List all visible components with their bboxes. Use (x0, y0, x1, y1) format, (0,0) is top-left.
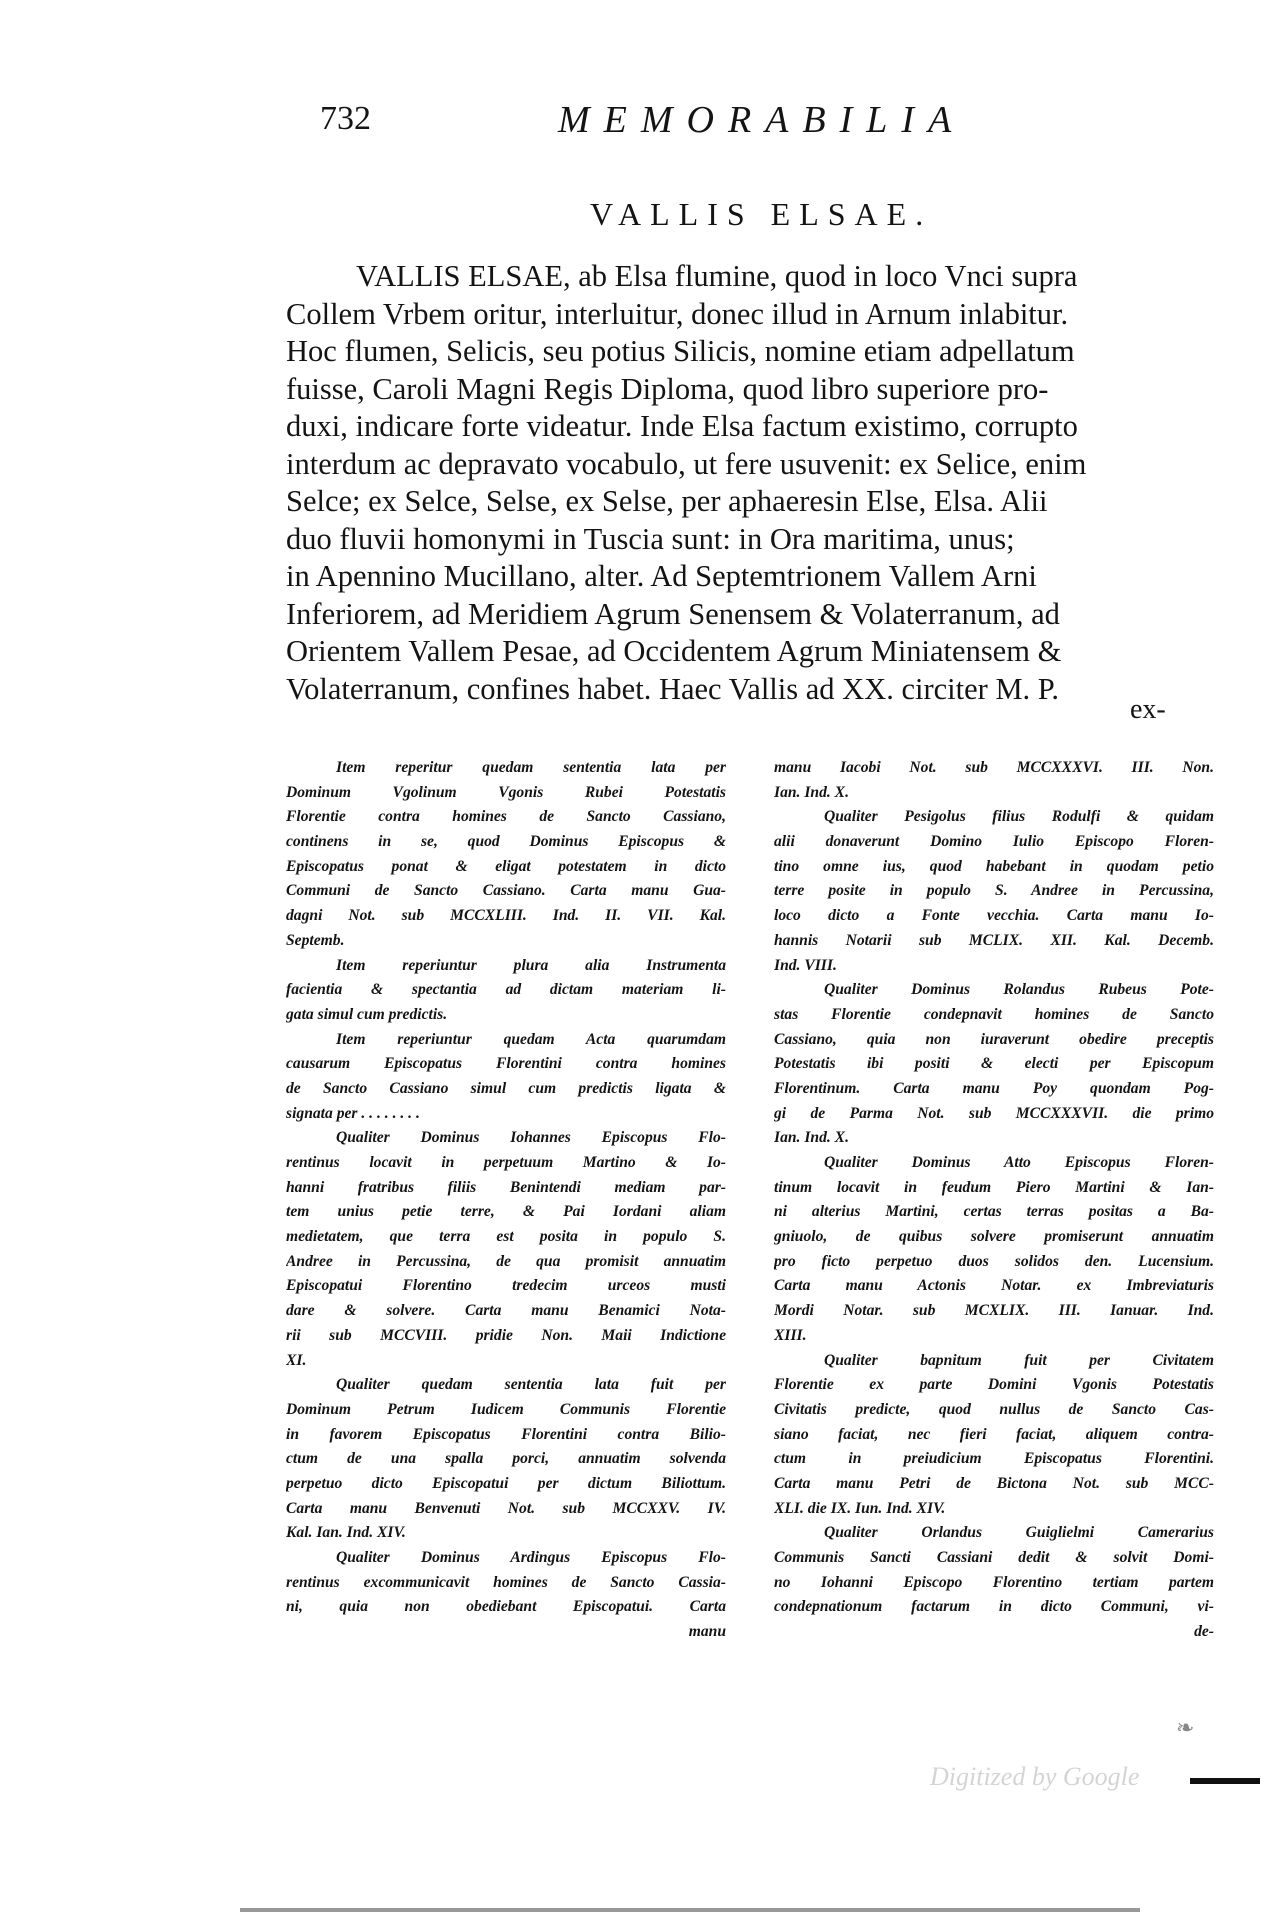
main-line: in Apennino Mucillano, alter. Ad Septemtrionem Vallem Arni (286, 559, 1037, 593)
bottom-rule (1190, 1778, 1260, 1784)
note-line: Cassiano, quia non iuraverunt obedire preceptis (774, 1030, 1214, 1048)
note-line: dagni Not. sub MCCXLIII. Ind. II. VII. Kal. (286, 907, 726, 925)
main-line: VALLIS ELSAE, ab Elsa flumine, quod in loco Vnci supra (356, 259, 1078, 293)
note-line: tinum locavit in feudum Piero Martini & Ian- (774, 1178, 1214, 1196)
note-line: de Sancto Cassiano simul cum predictis ligata & (286, 1079, 726, 1097)
main-line: Volaterranum, confines habet. Haec Vallis ad XX. circiter M. P. (286, 671, 1060, 706)
note-line: XI. (286, 1351, 307, 1369)
note-line: alii donaverunt Domino Iulio Episcopo Floren- (774, 833, 1214, 851)
note-line: Qualiter quedam sententia lata fuit per (336, 1376, 726, 1394)
note-line: medietatem, que terra est posita in populo S. (286, 1228, 726, 1246)
note-line: rentinus excommunicavit homines de Sancto Cassia- (286, 1573, 726, 1591)
note-line: Kal. Ian. Ind. XIV. (286, 1524, 406, 1542)
note-line: Dominum Petrum Iudicem Communis Florentie (286, 1400, 726, 1418)
main-line: fuisse, Caroli Magni Regis Diploma, quod libro superiore pro- (286, 371, 1049, 406)
note-line: facientia & spectantia ad dictam materiam li- (286, 981, 726, 999)
main-line: Orientem Vallem Pesae, ad Occidentem Agrum Miniatensem & (286, 634, 1062, 668)
bottom-rule-lower (240, 1908, 1140, 1912)
note-line: siano faciat, nec fieri faciat, aliquem contra- (774, 1425, 1214, 1443)
note-line: Carta manu Benvenuti Not. sub MCCXXV. IV. (286, 1499, 726, 1517)
note-line: rentinus locavit in perpetuum Martino & Io- (286, 1154, 726, 1171)
main-line: duxi, indicare forte videatur. Inde Elsa factum existimo, corrupto (286, 409, 1078, 443)
note-line: in favorem Episcopatus Florentini contra Bilio- (286, 1425, 726, 1443)
note-line: XLI. die IX. Iun. Ind. XIV. (774, 1499, 946, 1517)
main-line: Inferiorem, ad Meridiem Agrum Senensem & Volaterranum, ad (286, 596, 1060, 631)
note-line: Florentinum. Carta manu Poy quondam Pog- (774, 1079, 1214, 1097)
note-line: hanni fratribus filiis Benintendi mediam par- (286, 1178, 726, 1196)
note-line: tem unius petie terre, & Pai Iordani aliam (286, 1203, 726, 1221)
main-line: Collem Vrbem oritur, interluitur, donec illud in Arnum inlabitur. (286, 296, 1069, 331)
note-line: Qualiter Pesigolus filius Rodulfi & quidam (824, 808, 1214, 826)
note-line: ctum in preiudicium Episcopatus Florentini. (774, 1450, 1214, 1468)
notes-right-column (774, 756, 1214, 1645)
note-line: pro ficto perpetuo duos solidos den. Lucensium. (774, 1252, 1214, 1270)
note-line: Ian. Ind. X. (774, 1129, 849, 1147)
note-line: Ian. Ind. X. (774, 783, 849, 801)
note-line: Qualiter bapnitum fuit per Civitatem (824, 1351, 1214, 1369)
note-line: Florentie ex parte Domini Vgonis Potestatis (774, 1376, 1214, 1394)
note-line: Septemb. (286, 931, 345, 949)
note-line: ni alterius Martini, certas terras positas a Ba- (774, 1203, 1214, 1221)
note-line: Andree in Percussina, de qua promisit annuatim (286, 1252, 726, 1270)
note-line: ctum de una spalla porci, annuatim solvenda (286, 1450, 726, 1468)
note-line: Qualiter Orlandus Guiglielmi Camerarius (824, 1524, 1214, 1542)
note-line: XIII. (774, 1326, 807, 1344)
note-line: tino omne ius, quod habebant in quodam petio (774, 857, 1214, 875)
note-line: dare & solvere. Carta manu Benamici Nota- (286, 1302, 726, 1320)
note-line: Carta manu Petri de Bictona Not. sub MCC- (774, 1474, 1214, 1492)
catchword: ex- (1130, 694, 1166, 725)
digitized-watermark: Digitized by Google (930, 1762, 1140, 1791)
page-number: 732 (320, 100, 371, 137)
note-line: gata simul cum predictis. (286, 1005, 448, 1023)
ornament: ❧ (1176, 1716, 1195, 1741)
note-line: Potestatis ibi positi & electi per Episcopum (774, 1055, 1214, 1073)
note-line: Qualiter Dominus Ardingus Episcopus Flo- (336, 1549, 726, 1566)
note-line: Episcopatus ponat & eligat potestatem in dicto (286, 857, 726, 875)
note-line: Florentie contra homines de Sancto Cassiano, (286, 808, 726, 826)
section-title: VALLIS ELSAE. (590, 196, 933, 232)
note-line: Item reperitur quedam sententia lata per (336, 759, 726, 776)
note-line: terre posite in populo S. Andree in Percussina, (774, 882, 1214, 900)
note-line: ni, quia non obediebant Episcopatui. Carta (286, 1598, 726, 1616)
note-line: Qualiter Dominus Iohannes Episcopus Flo- (336, 1129, 726, 1147)
main-line: duo fluvii homonymi in Tuscia sunt: in Ora maritima, unus; (286, 521, 1015, 556)
note-line: manu (688, 1623, 726, 1641)
note-line: Ind. VIII. (774, 956, 837, 974)
note-line: rii sub MCCVIII. pridie Non. Maii Indictione (286, 1326, 726, 1344)
main-line: Hoc flumen, Selicis, seu potius Silicis, nomine etiam adpellatum (286, 334, 1075, 368)
note-line: Communi de Sancto Cassiano. Carta manu Gua- (286, 882, 726, 900)
note-line: Item reperiuntur quedam Acta quarumdam (336, 1030, 726, 1048)
note-line: no Iohanni Episcopo Florentino tertiam partem (774, 1573, 1214, 1591)
note-line: manu Iacobi Not. sub MCCXXXVI. III. Non. (774, 759, 1214, 776)
note-line: Qualiter Dominus Rolandus Rubeus Pote- (824, 981, 1214, 999)
running-head: MEMORABILIA (558, 99, 966, 141)
notes-left-column (286, 756, 726, 1645)
note-line: Civitatis predicte, quod nullus de Sancto Cas- (774, 1400, 1214, 1418)
note-line: perpetuo dicto Episcopatui per dictum Biliottum. (286, 1474, 726, 1492)
note-line: stas Florentie condepnavit homines de Sancto (774, 1005, 1214, 1023)
note-line: Episcopatui Florentino tredecim urceos musti (286, 1277, 726, 1295)
note-line: signata per . . . . . . . . (286, 1104, 420, 1122)
note-line: condepnationum factarum in dicto Communi, vi- (774, 1598, 1214, 1616)
note-line: Item reperiuntur plura alia Instrumenta (336, 956, 726, 974)
note-line: continens in se, quod Dominus Episcopus & (286, 833, 726, 851)
note-line: gniuolo, de quibus solvere promiserunt annuatim (774, 1228, 1214, 1246)
note-line: Dominum Vgolinum Vgonis Rubei Potestatis (286, 783, 726, 801)
main-text (286, 258, 1216, 708)
main-line: Selce; ex Selce, Selse, ex Selse, per aphaeresin Else, Elsa. Alii (286, 484, 1048, 518)
note-line: Communis Sancti Cassiani dedit & solvit Domi- (774, 1549, 1214, 1566)
note-line: loco dicto a Fonte vecchia. Carta manu Io- (774, 907, 1214, 925)
note-line: hannis Notarii sub MCLIX. XII. Kal. Decemb. (774, 931, 1214, 949)
main-line: interdum ac depravato vocabulo, ut fere usuvenit: ex Selice, enim (286, 446, 1087, 481)
note-line: de- (1194, 1623, 1214, 1641)
note-line: Qualiter Dominus Atto Episcopus Floren- (824, 1154, 1214, 1171)
note-line: Carta manu Actonis Notar. ex Imbreviaturis (774, 1277, 1214, 1295)
note-line: gi de Parma Not. sub MCCXXXVII. die primo (774, 1104, 1214, 1122)
note-line: causarum Episcopatus Florentini contra homines (286, 1055, 726, 1073)
note-line: Mordi Notar. sub MCXLIX. III. Ianuar. Ind. (774, 1302, 1214, 1320)
